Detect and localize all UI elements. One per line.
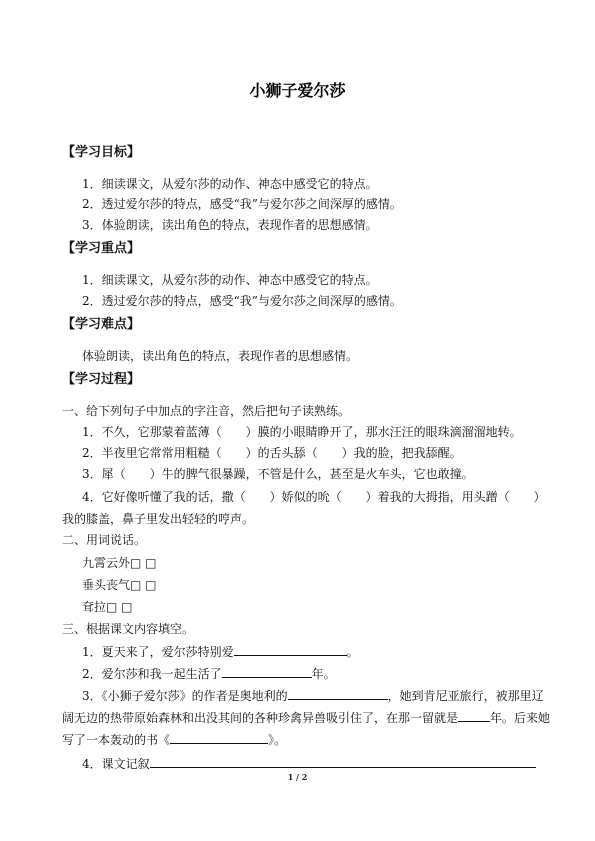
- part3-heading: 三、根据课文内容填空。: [62, 622, 195, 636]
- part1-sentence-4a: 4．它好像听懂了我的话，撒（ ）娇似的吮（ ）着我的大拇指，用头蹭（ ）: [82, 490, 546, 504]
- q2-text: 2．爱尔莎和我一起生活了: [82, 667, 222, 681]
- key-points-heading: 【学习重点】: [62, 241, 141, 256]
- part2-word-1: 九霄云外□ □: [82, 556, 157, 570]
- q3-author-blank[interactable]: [288, 688, 388, 700]
- goal-item-2: 2．透过爱尔莎的特点，感受“我”与爱尔莎之间深厚的感情。: [82, 197, 402, 211]
- part1-sentence-1: 1．不久，它那蒙着蓝薄（ ）膜的小眼睛睁开了，那水汪汪的眼珠滴溜溜地转。: [82, 425, 522, 439]
- key-point-item-2: 2．透过爱尔莎的特点，感受“我”与爱尔莎之间深厚的感情。: [82, 294, 402, 308]
- part3-question-1: [82, 644, 359, 659]
- page-number: 1 / 2: [287, 772, 308, 782]
- q3a-text: 3．《小狮子爱尔莎》的作者是奥地利的: [82, 689, 288, 703]
- q2-answer-blank[interactable]: [222, 666, 312, 678]
- page-title: 小狮子爱尔莎: [249, 81, 346, 100]
- q3b-text: 阔无边的热带原始森林和出没其间的各种珍禽异兽吸引住了，在那一留就是: [62, 711, 459, 725]
- goals-heading: 【学习目标】: [62, 145, 141, 160]
- q3-years-blank[interactable]: [458, 710, 490, 722]
- part3-question-3c: [62, 732, 286, 747]
- q1-answer-blank[interactable]: [234, 644, 347, 656]
- q3-book-blank[interactable]: [170, 732, 268, 744]
- part3-question-4: [82, 756, 536, 771]
- q3c-end: 》。: [268, 733, 287, 747]
- difficulty-text: 体验朗读，读出角色的特点，表现作者的思想感情。: [82, 349, 359, 363]
- q1-end: 。: [346, 645, 359, 659]
- part1-sentence-4b: 我的膝盖，鼻子里发出轻轻的哼声。: [62, 512, 255, 526]
- part3-question-3a: [82, 688, 544, 703]
- part3-question-2: [82, 666, 336, 681]
- q2-end: 年。: [311, 667, 336, 681]
- part2-heading: 二、用词说话。: [62, 533, 147, 547]
- q4-text: 4．课文记叙: [82, 757, 150, 771]
- goal-item-3: 3．体验朗读，读出角色的特点，表现作者的思想感情。: [82, 218, 378, 232]
- q4-answer-blank[interactable]: [150, 756, 536, 768]
- difficulty-heading: 【学习难点】: [62, 317, 141, 332]
- q3c-text: 写了一本轰动的书《: [62, 733, 171, 747]
- key-point-item-1: 1．细读课文，从爱尔莎的动作、神态中感受它的特点。: [82, 273, 378, 287]
- part2-word-3: 耷拉□ □: [82, 600, 133, 614]
- q3b-end: 年。后来她: [490, 711, 551, 725]
- q3a-mid: ，她到肯尼亚旅行，被那里辽: [387, 689, 544, 703]
- process-heading: 【学习过程】: [62, 372, 141, 387]
- part1-sentence-3: 3．犀（ ）牛的脾气很暴躁，不管是什么，甚至是火车头，它也敢撞。: [82, 467, 474, 481]
- part2-word-2: 垂头丧气□ □: [82, 578, 157, 592]
- part1-sentence-2: 2．半夜里它常常用粗糙（ ）的舌头舔（ ）我的脸，把我舔醒。: [82, 446, 462, 460]
- part3-question-3b: [62, 710, 550, 725]
- q1-text: 1．夏天来了，爱尔莎特别爱: [82, 645, 234, 659]
- part1-heading: 一、给下列句子中加点的字注音，然后把句子读熟练。: [62, 404, 351, 418]
- goal-item-1: 1．细读课文，从爱尔莎的动作、神态中感受它的特点。: [82, 177, 378, 191]
